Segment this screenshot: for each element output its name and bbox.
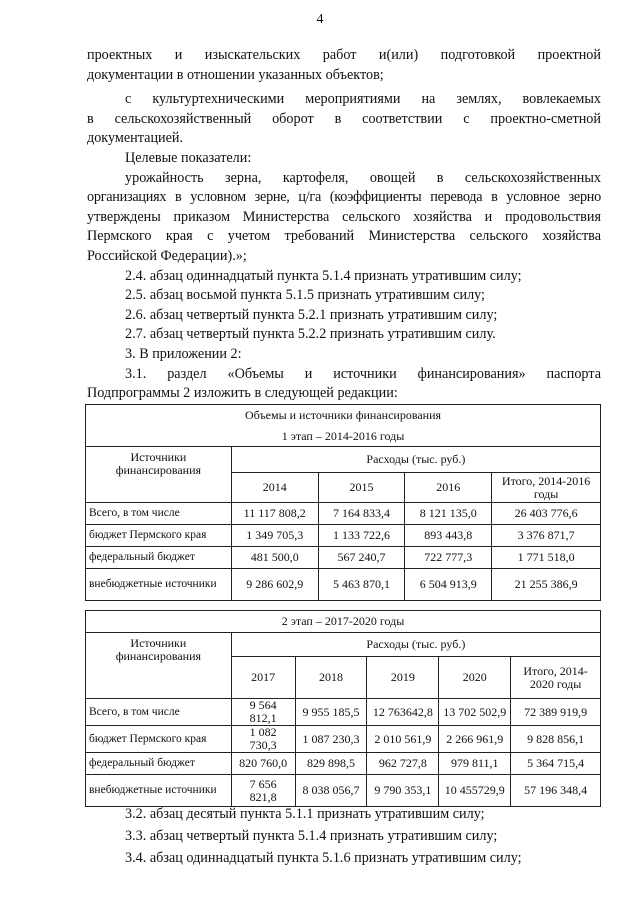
- table-cell: 829 898,5: [295, 753, 367, 775]
- list-item: 3.1. раздел «Объемы и источники финансирования» паспорта: [125, 365, 601, 382]
- column-header-expenses: Расходы (тыс. руб.): [231, 447, 600, 473]
- row-label: бюджет Пермского края: [86, 525, 232, 547]
- column-header-source: Источники финансирования: [86, 633, 232, 699]
- column-header-expenses: Расходы (тыс. руб.): [231, 633, 600, 657]
- table-cell: 13 702 502,9: [439, 699, 511, 726]
- table-cell: 3 376 871,7: [492, 525, 601, 547]
- year-header: 2016: [405, 473, 492, 503]
- table-cell: 9 286 602,9: [231, 569, 318, 601]
- table-cell: 962 727,8: [367, 753, 439, 775]
- table-cell: 8 038 056,7: [295, 775, 367, 807]
- list-item: 2.7. абзац четвертый пункта 5.2.2 признать утратившим силу.: [125, 326, 496, 343]
- row-label: Всего, в том числе: [86, 503, 232, 525]
- table-cell: 26 403 776,6: [492, 503, 601, 525]
- table-cell: 9 955 185,5: [295, 699, 367, 726]
- table-cell: 21 255 386,9: [492, 569, 601, 601]
- table-cell: 2 010 561,9: [367, 726, 439, 753]
- list-item: 2.5. абзац восьмой пункта 5.1.5 признать утратившим силу;: [125, 287, 486, 304]
- table-cell: 2 266 961,9: [439, 726, 511, 753]
- list-item: 2.4. абзац одиннадцатый пункта 5.1.4 признать утратившим силу;: [125, 267, 522, 284]
- list-item: 2.6. абзац четвертый пункта 5.2.1 признать утратившим силу;: [125, 306, 498, 323]
- financing-table: [85, 404, 601, 601]
- body-text-top: [87, 46, 601, 404]
- table-cell: 72 389 919,9: [511, 699, 601, 726]
- table-cell: 7 656 821,8: [231, 775, 295, 807]
- row-label: федеральный бюджет: [86, 753, 232, 775]
- table-cell: 8 121 135,0: [405, 503, 492, 525]
- table-cell: 11 117 808,2: [231, 503, 318, 525]
- list-item: 3.2. абзац десятый пункта 5.1.1 признать утратившим силу;: [125, 806, 485, 822]
- table-cell: 5 463 870,1: [318, 569, 405, 601]
- stage-title: 2 этап – 2017-2020 годы: [86, 611, 601, 633]
- list-item: 3. В приложении 2:: [125, 345, 242, 362]
- financing-table-stage2: [85, 610, 601, 807]
- table-cell: 1 133 722,6: [318, 525, 405, 547]
- table-cell: 722 777,3: [405, 547, 492, 569]
- paragraph-line: документацией.: [87, 130, 184, 147]
- table-row: [86, 699, 601, 726]
- row-label: федеральный бюджет: [86, 547, 232, 569]
- table-row: [86, 547, 601, 569]
- table-cell: 1 087 230,3: [295, 726, 367, 753]
- paragraph-line: Пермского края с учетом требований Министерства сельского хозяйства: [87, 228, 601, 245]
- column-header-source: Источники финансирования: [86, 447, 232, 503]
- table-cell: 1 349 705,3: [231, 525, 318, 547]
- table-cell: 9 564 812,1: [231, 699, 295, 726]
- row-label: бюджет Пермского края: [86, 726, 232, 753]
- table-title: Объемы и источники финансирования: [244, 407, 442, 422]
- table-cell: 567 240,7: [318, 547, 405, 569]
- table-cell: 481 500,0: [231, 547, 318, 569]
- table-cell: 12 763642,8: [367, 699, 439, 726]
- paragraph-line: утверждены приказом Министерства сельского хозяйства и продовольствия: [87, 208, 601, 225]
- year-header: 2020: [439, 657, 511, 699]
- total-header: Итого, 2014-2020 годы: [511, 657, 601, 699]
- table-row: [86, 525, 601, 547]
- list-item: Подпрограммы 2 изложить в следующей редакции:: [87, 385, 398, 402]
- list-item: 3.3. абзац четвертый пункта 5.1.4 признать утратившим силу;: [125, 828, 498, 844]
- table-row: [86, 569, 601, 601]
- table-cell: 1 082 730,3: [231, 726, 295, 753]
- table-row: [86, 753, 601, 775]
- table-cell: 6 504 913,9: [405, 569, 492, 601]
- stage-title: 1 этап – 2014-2016 годы: [281, 428, 405, 443]
- year-header: 2019: [367, 657, 439, 699]
- table-cell: 10 455729,9: [439, 775, 511, 807]
- table-cell: 57 196 348,4: [511, 775, 601, 807]
- paragraph-line: организациях в условном зерне, ц/га (коэффициенты перевода в условное зерно: [87, 189, 601, 206]
- year-header: 2015: [318, 473, 405, 503]
- paragraph-line: в сельскохозяйственный оборот в соответствии с проектно-сметной: [87, 110, 601, 127]
- table-title-cell: [86, 405, 601, 447]
- list-item: 3.4. абзац одиннадцатый пункта 5.1.6 признать утратившим силу;: [125, 850, 522, 866]
- year-header: 2014: [231, 473, 318, 503]
- paragraph-line: Российской Федерации).»;: [87, 247, 247, 264]
- row-label: внебюджетные источники: [86, 569, 232, 601]
- table-cell: 820 760,0: [231, 753, 295, 775]
- paragraph-line: урожайность зерна, картофеля, овощей в сельскохозяйственных: [125, 169, 601, 186]
- table-row: [86, 726, 601, 753]
- table-cell: 7 164 833,4: [318, 503, 405, 525]
- paragraph-line: проектных и изыскательских работ и(или) подготовкой проектной: [87, 47, 601, 63]
- table-cell: 9 828 856,1: [511, 726, 601, 753]
- paragraph-line: документации в отношении указанных объектов;: [87, 66, 384, 83]
- row-label: Всего, в том числе: [86, 699, 232, 726]
- table-cell: 9 790 353,1: [367, 775, 439, 807]
- body-text-bottom: [125, 803, 605, 869]
- table-cell: 5 364 715,4: [511, 753, 601, 775]
- year-header: 2017: [231, 657, 295, 699]
- year-header: 2018: [295, 657, 367, 699]
- table-cell: 893 443,8: [405, 525, 492, 547]
- table-row: [86, 775, 601, 807]
- table-cell: 1 771 518,0: [492, 547, 601, 569]
- total-header: Итого, 2014-2016 годы: [492, 473, 601, 503]
- paragraph-line: с культуртехническими мероприятиями на землях, вовлекаемых: [125, 91, 601, 108]
- table-cell: 979 811,1: [439, 753, 511, 775]
- row-label: внебюджетные источники: [86, 775, 232, 807]
- table-row: [86, 503, 601, 525]
- page-number: 4: [316, 12, 324, 27]
- paragraph-line: Целевые показатели:: [125, 149, 252, 166]
